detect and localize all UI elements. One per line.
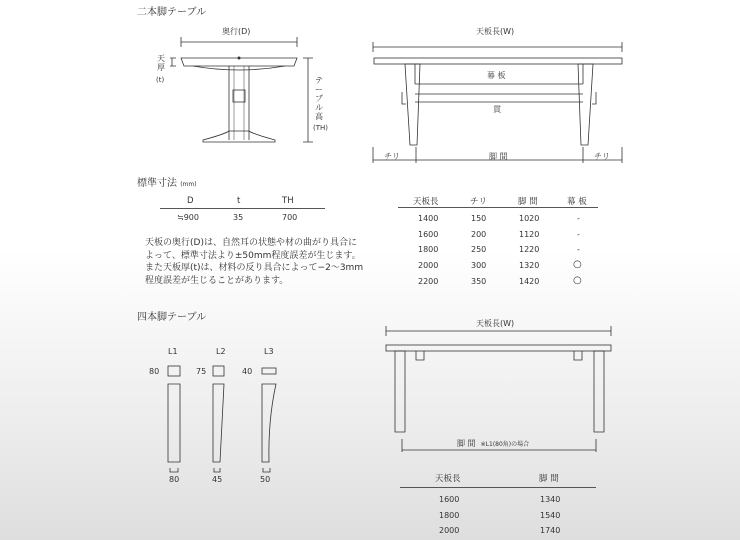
four-legs [395, 351, 604, 432]
front-table-top [374, 58, 622, 64]
std-table-rule [160, 208, 325, 209]
four-leg-span-label: 脚 間 ※L1(80角)の場合 [457, 439, 530, 448]
leg-l2-name: L2 [216, 347, 226, 356]
leg-l1-name: L1 [168, 347, 178, 356]
fl-table-rule [400, 487, 596, 488]
front-rail [415, 94, 583, 102]
four-width-label: 天板長(W) [476, 319, 515, 328]
leg-l1-bottom-size: 80 [169, 475, 180, 484]
four-table-top [386, 345, 611, 351]
leg-l1-profile [168, 384, 180, 462]
table-height-label: テーブル高 [315, 76, 323, 121]
side-pedestal [229, 66, 249, 140]
leg-l3-top-size: 40 [242, 367, 253, 376]
leg-l1-top-size: 80 [149, 367, 160, 376]
front-leg-left [405, 64, 420, 145]
front-leg-right [578, 64, 593, 145]
tl-header-span: 脚 間 [518, 197, 538, 207]
top-thickness-sub: (t) [156, 76, 165, 84]
leg-l3-name: L3 [264, 347, 274, 356]
depth-dimension-line [181, 37, 297, 47]
front-width-label: 天板長(W) [476, 27, 515, 36]
two-leg-title: 二本脚テーブル [137, 7, 207, 18]
fl-header-length: 天板長 [435, 474, 461, 484]
front-width-dimension [373, 42, 622, 52]
std-value-t: 35 [233, 213, 244, 222]
std-value-d: ≒900 [177, 213, 199, 222]
tl-header-apron: 幕 板 [567, 197, 587, 207]
note-text: 天板の奥行(D)は、自然耳の状態や材の曲がり具合に よって、標準寸法より±50mm程度誤差が生じます。 また天板厚(t)は、材料の反り具合によって−2〜3mm 程度誤差が生じることがあります。 [145, 238, 364, 286]
leg-l2-bottom-size: 45 [212, 475, 223, 484]
side-rail-section [233, 90, 245, 102]
top-thickness-label: 天厚 [157, 54, 165, 72]
leg-l2-top-size: 75 [196, 367, 207, 376]
overhang-right-label: チリ [594, 152, 610, 161]
height-dimension-line [303, 58, 313, 142]
standard-title: 標準寸法 (mm) [137, 178, 197, 189]
table-height-sub: (TH) [313, 124, 329, 132]
rail-label: 貫 [493, 105, 501, 114]
tl-header-overhang: チリ [470, 197, 488, 207]
leg-l2-section [213, 366, 224, 376]
std-header-d: D [187, 196, 194, 206]
depth-label: 奥行(D) [222, 27, 251, 36]
leg-l2-profile [213, 384, 224, 462]
tl-header-length: 天板長 [413, 197, 439, 207]
std-header-t: t [237, 196, 241, 206]
std-header-th: TH [282, 196, 294, 206]
leg-span-label: 脚 間 [489, 152, 508, 161]
fl-header-span: 脚 間 [539, 474, 559, 484]
std-value-th: 700 [282, 213, 298, 222]
leg-l1-section [168, 366, 180, 376]
apron-label: 幕 板 [487, 71, 506, 80]
leg-l3-section [262, 368, 276, 374]
four-leg-title: 四本脚テーブル [137, 312, 207, 323]
tl-table-rule [398, 207, 598, 208]
leg-l3-profile [262, 384, 276, 462]
side-foot [203, 131, 275, 142]
leg-l3-bottom-size: 50 [260, 475, 271, 484]
overhang-left-label: チリ [384, 152, 400, 161]
